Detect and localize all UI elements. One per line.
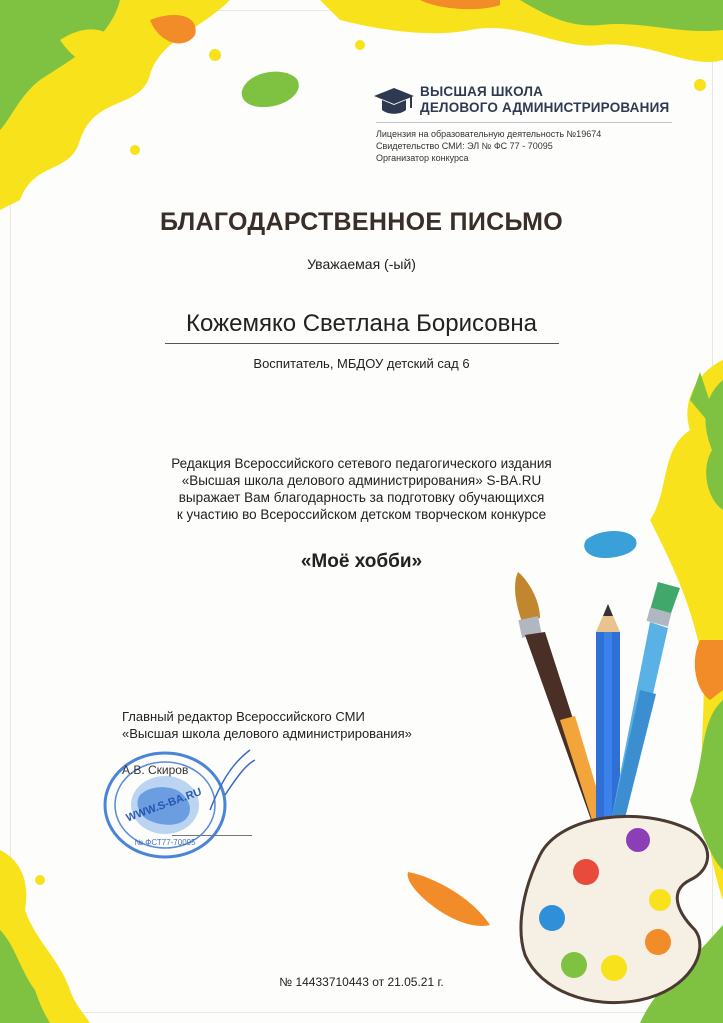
- document-title: БЛАГОДАРСТВЕННОЕ ПИСЬМО: [160, 208, 563, 236]
- paint-splash-top-right: [320, 0, 723, 91]
- letter-body-line3: выражает Вам благодарность за подготовку обучающихся: [178, 490, 545, 505]
- letter-body: [0, 455, 723, 523]
- certificate-text: Свидетельство СМИ: ЭЛ № ФС 77 - 70095: [376, 141, 553, 151]
- graduation-cap-icon: [372, 84, 416, 118]
- organizer-name-line2: ДЕЛОВОГО АДМИНИСТРИРОВАНИЯ: [420, 100, 670, 115]
- stamp-bottom-text: № ФСТ77-70095: [134, 838, 196, 847]
- greeting: Уважаемая (-ый): [307, 256, 416, 272]
- stamp-center-text: WWW.S-BA.RU: [124, 785, 204, 825]
- document-number: № 14433710443 от 21.05.21 г.: [279, 975, 444, 989]
- paint-splash-top-left: [0, 0, 230, 210]
- contest-name: «Моё хобби»: [300, 551, 423, 572]
- recipient-name-underline: [165, 343, 559, 344]
- paint-brush-right: [610, 582, 680, 830]
- recipient-name: Кожемяко Светлана Борисовна: [185, 310, 537, 337]
- editor-title-line2: «Высшая школа делового администрирования»: [122, 726, 412, 741]
- signature-name: А.В. Скиров: [122, 763, 189, 777]
- signature: [200, 745, 260, 815]
- paint-splash-bottom-left: [0, 850, 90, 1023]
- signature-line: [172, 835, 252, 836]
- orange-paint-drop: [408, 872, 490, 926]
- editor-block: [122, 708, 412, 742]
- pencil: [596, 604, 620, 822]
- organizer-name-line1: ВЫСШАЯ ШКОЛА: [420, 84, 544, 99]
- organizer-info: [376, 128, 601, 164]
- letter-body-line2: «Высшая школа делового администрирования» S-BA.RU: [181, 473, 542, 488]
- letter-body-line4: к участию во Всероссийском детском творческом конкурсе: [176, 507, 547, 522]
- green-blob: [242, 72, 299, 107]
- organizer-role: Организатор конкурса: [376, 153, 469, 163]
- recipient-position: Воспитатель, МБДОУ детский сад 6: [253, 356, 470, 371]
- letter-body-line1: Редакция Всероссийского сетевого педагогического издания: [171, 456, 552, 471]
- organizer-name: [420, 84, 669, 116]
- editor-title-line1: Главный редактор Всероссийского СМИ: [122, 709, 365, 724]
- organizer-divider: [376, 122, 672, 123]
- license-text: Лицензия на образовательную деятельность №19674: [376, 129, 602, 139]
